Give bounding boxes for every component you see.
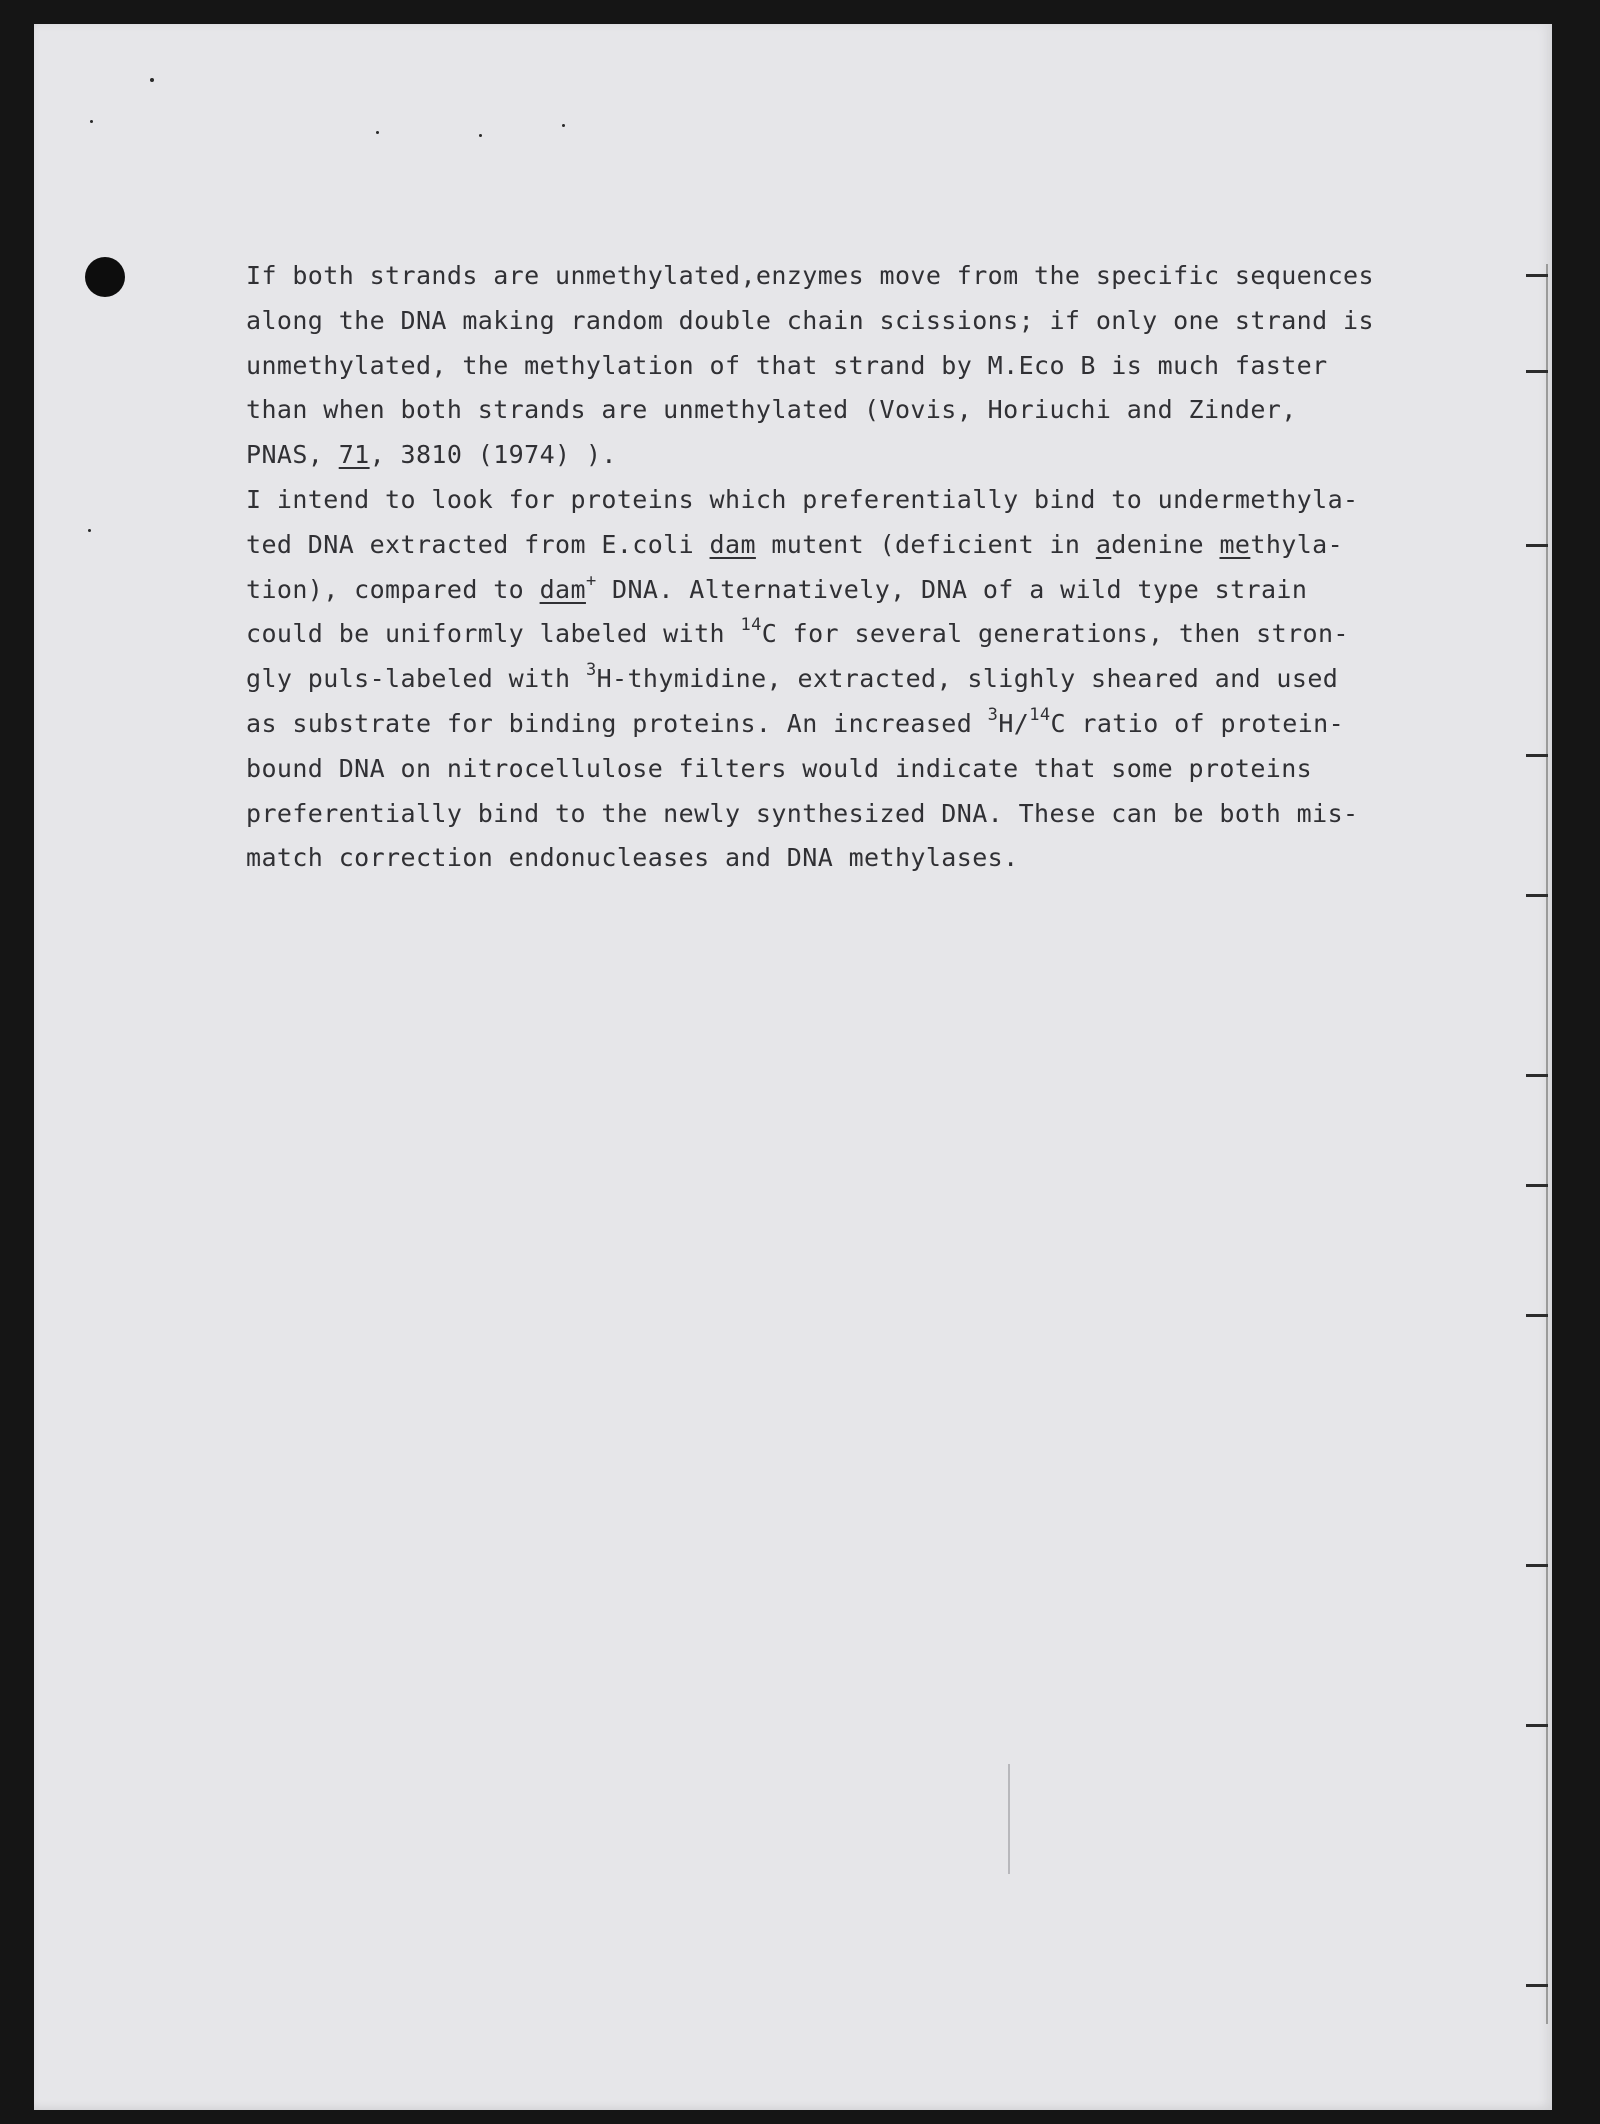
text-span: as substrate for binding proteins. An increased [246, 708, 988, 738]
superscript: + [585, 570, 597, 591]
text-span: H-thymidine, extracted, slighly sheared and used [596, 664, 1339, 694]
punch-hole [85, 257, 125, 297]
text-line [246, 299, 1386, 344]
underlined-gene-name: dam [709, 529, 756, 559]
text-span: preferentially bind to the newly synthesized DNA. These can be both mis- [246, 798, 1359, 828]
underlined-letters: me [1219, 529, 1251, 559]
ink-speck [376, 131, 379, 134]
text-line [246, 792, 1386, 837]
document-page [34, 24, 1552, 2110]
text-span: tion), compared to [246, 574, 540, 604]
edge-tick [1526, 1984, 1548, 1987]
underlined-letter: a [1095, 529, 1112, 559]
edge-tick [1526, 1564, 1548, 1567]
typed-text-body [246, 254, 1386, 881]
ink-speck [150, 78, 154, 82]
text-span: C ratio of protein- [1050, 708, 1345, 738]
text-line [246, 433, 1386, 478]
text-span: If both strands are unmethylated,enzymes move from the specific sequences [246, 261, 1374, 290]
edge-tick [1526, 1314, 1548, 1317]
superscript: 14 [740, 615, 762, 636]
text-span: match correction endonucleases and DNA methylases. [246, 843, 1019, 873]
edge-tick [1526, 370, 1548, 373]
text-span: PNAS, [246, 440, 339, 470]
superscript: 14 [1029, 704, 1051, 725]
text-span: gly puls-labeled with [246, 664, 586, 694]
text-span: denine [1111, 529, 1220, 559]
superscript: 3 [987, 704, 999, 725]
ink-speck [88, 529, 91, 532]
text-span: , 3810 (1974) ). [369, 440, 617, 470]
text-line [246, 747, 1386, 792]
text-span: mutent (deficient in [755, 529, 1096, 559]
text-span: I intend to look for proteins which preferentially bind to undermethyla- [246, 484, 1359, 514]
text-span: thyla- [1250, 529, 1344, 559]
text-line [246, 388, 1386, 433]
text-line [246, 344, 1386, 389]
text-span: DNA. Alternatively, DNA of a wild type strain [596, 574, 1308, 604]
text-line [246, 568, 1386, 613]
text-span: could be uniformly labeled with [246, 619, 741, 649]
superscript: 3 [585, 660, 597, 681]
edge-tick [1526, 1184, 1548, 1187]
edge-tick [1526, 274, 1548, 277]
paper-crease-mark [1008, 1764, 1010, 1874]
underlined-gene-name: dam [539, 574, 586, 604]
text-line [246, 702, 1386, 747]
right-edge-binding-marks [1522, 24, 1552, 2110]
edge-tick [1526, 754, 1548, 757]
ink-speck [562, 124, 565, 127]
text-line [246, 523, 1386, 568]
text-line [246, 657, 1386, 702]
text-span: H/ [998, 708, 1030, 738]
edge-line [1546, 264, 1548, 2024]
text-span: bound DNA on nitrocellulose filters would indicate that some proteins [246, 753, 1313, 783]
edge-tick [1526, 1724, 1548, 1727]
text-line [246, 836, 1386, 881]
ink-speck [90, 120, 93, 123]
text-line [246, 254, 1386, 299]
edge-tick [1526, 544, 1548, 547]
text-span: C for several generations, then stron- [761, 619, 1349, 649]
text-span: ted DNA extracted from E.coli [246, 529, 710, 559]
journal-volume: 71 [338, 440, 370, 470]
text-span: than when both strands are unmethylated (Vovis, Horiuchi and Zinder, [246, 395, 1297, 425]
text-span: unmethylated, the methylation of that strand by M.Eco B is much faster [246, 350, 1328, 380]
text-line [246, 612, 1386, 657]
ink-speck [479, 134, 482, 137]
edge-tick [1526, 1074, 1548, 1077]
edge-tick [1526, 894, 1548, 897]
text-line [246, 478, 1386, 523]
text-span: along the DNA making random double chain scissions; if only one strand is [246, 305, 1374, 335]
